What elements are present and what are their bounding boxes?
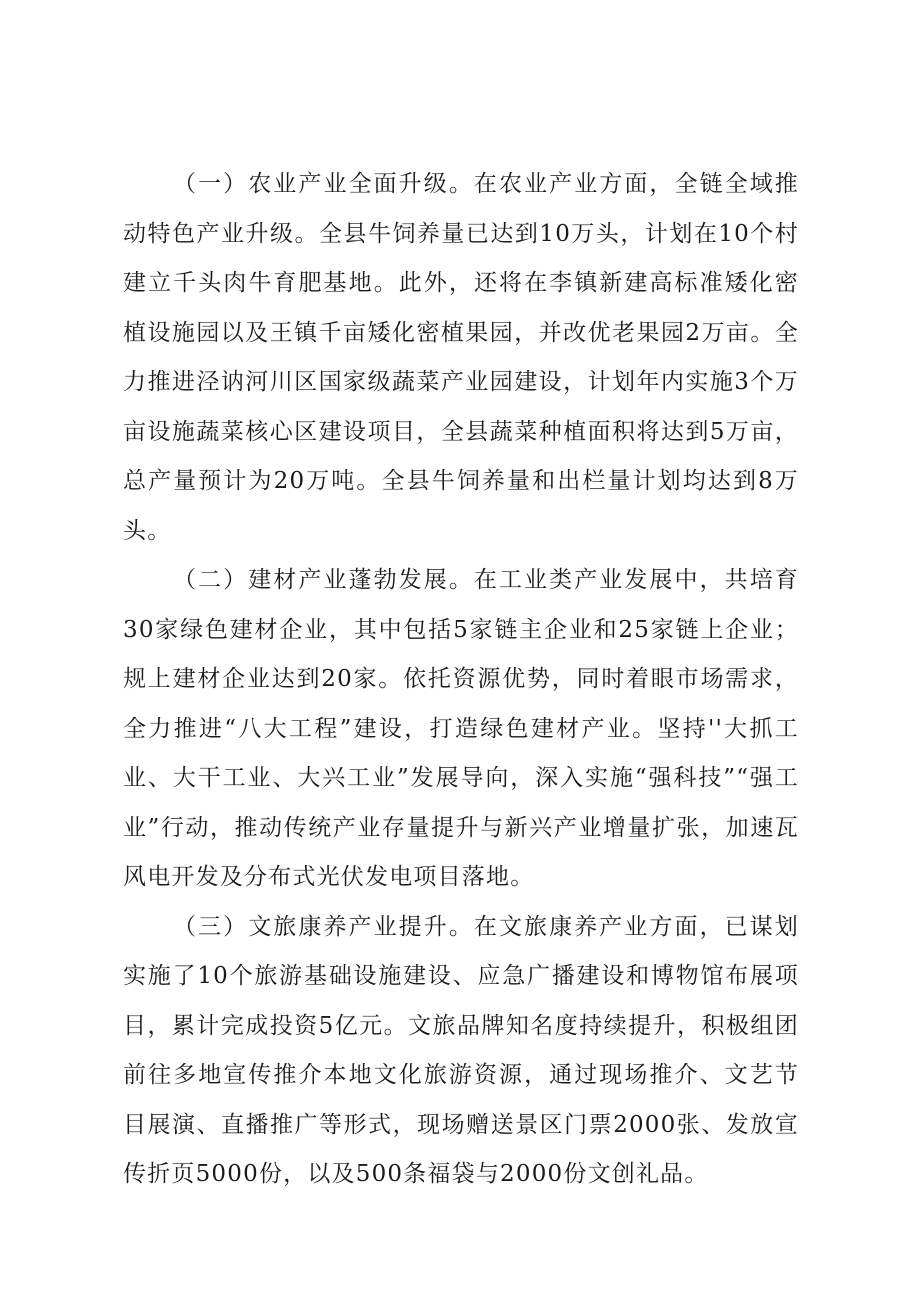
document-body bbox=[123, 160, 799, 1200]
paragraph-culture-tourism: （三）文旅康养产业提升。在文旅康养产业方面，已谋划实施了10个旅游基础设施建设、应急广播建设和博物馆布展项目，累计完成投资5亿元。文旅品牌知名度持续提升，积极组团前往多地宣传推介本地文化旅游资源，通过现场推介、文艺节目展演、直播推广等形式，现场赠送景区门票2000张、发放宣传折页5000份，以及500条福袋与2000份文创礼品。 bbox=[123, 913, 799, 1187]
paragraph-building-materials: （二）建材产业蓬勃发展。在工业类产业发展中，共培育30家绿色建材企业，其中包括5家链主企业和25家链上企业；规上建材企业达到20家。依托资源优势，同时着眼市场需求，全力推进“八大工程”建设，打造绿色建材产业。坚持''大抓工业、大干工业、大兴工业”发展导向，深入实施“强科技”“强工业”行动，推动传统产业存量提升与新兴产业增量扩张，加速瓦风电开发及分布式光伏发电项目落地。 bbox=[123, 567, 799, 890]
paragraph-agriculture: （一）农业产业全面升级。在农业产业方面，全链全域推动特色产业升级。全县牛饲养量已达到10万头，计划在10个村建立千头肉牛育肥基地。此外，还将在李镇新建高标准矮化密植设施园以及王镇千亩矮化密植果园，并改优老果园2万亩。全力推进泾讷河川区国家级蔬菜产业园建设，计划年内实施3个万亩设施蔬菜核心区建设项目，全县蔬菜种植面积将达到5万亩，总产量预计为20万吨。全县牛饲养量和出栏量计划均达到8万头。 bbox=[123, 171, 799, 544]
